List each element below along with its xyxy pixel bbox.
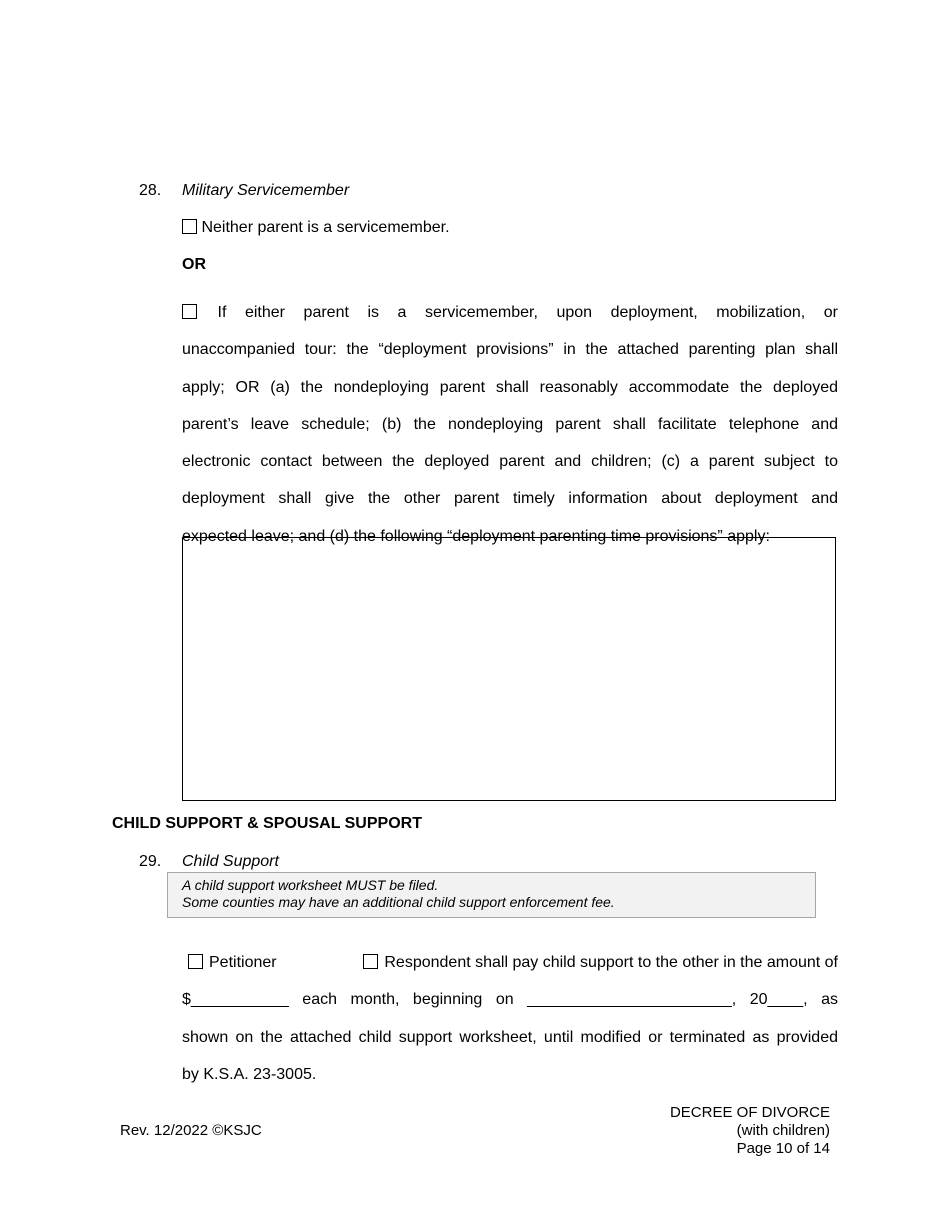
petitioner-option xyxy=(182,944,277,981)
child-support-line-1 xyxy=(182,944,838,981)
deployment-checkbox[interactable] xyxy=(182,304,197,319)
section-29-title: Child Support xyxy=(182,853,279,870)
document-footer xyxy=(670,1104,830,1158)
section-29-number: 29. xyxy=(139,853,162,870)
respondent-option xyxy=(363,944,838,981)
petitioner-label: Petitioner xyxy=(209,954,277,971)
document-title: DECREE OF DIVORCE xyxy=(669,1104,830,1121)
deployment-line-4: parent’s leave schedule; (b) the nondeploying parent shall facilitate telephone and xyxy=(182,415,838,433)
child-support-paragraph xyxy=(182,944,838,1093)
petitioner-checkbox[interactable] xyxy=(188,954,203,969)
child-support-line-3: shown on the attached child support worksheet, until modified or terminated as provided xyxy=(182,1028,838,1046)
deployment-line-2: unaccompanied tour: the “deployment provisions” in the attached parenting plan shall xyxy=(182,341,838,359)
section-28-number: 28. xyxy=(139,182,162,199)
worksheet-note-line-2: Some counties may have an additional child support enforcement fee. xyxy=(182,894,615,910)
neither-servicemember-label: Neither parent is a servicemember. xyxy=(201,219,450,236)
section-28-title: Military Servicemember xyxy=(182,182,350,199)
deployment-line-7: expected leave; and (d) the following “deployment parenting time provisions” apply: xyxy=(182,527,770,545)
deployment-line-6: deployment shall give the other parent timely information about deployment and xyxy=(182,490,838,508)
page-number: Page 10 of 14 xyxy=(736,1140,830,1157)
worksheet-note xyxy=(167,872,816,918)
document-subtitle: (with children) xyxy=(736,1122,830,1139)
respondent-checkbox[interactable] xyxy=(363,954,378,969)
revision-footer: Rev. 12/2022 ©KSJC xyxy=(120,1122,262,1139)
deployment-line-3: apply; OR (a) the nondeploying parent shall reasonably accommodate the deployed xyxy=(182,378,838,396)
child-support-line-4: by K.S.A. 23-3005. xyxy=(182,1065,317,1083)
deployment-line-1-text: If either parent is a servicemember, upon deployment, mobilization, or xyxy=(217,304,838,321)
neither-servicemember-option xyxy=(182,219,450,237)
respondent-line-text: Respondent shall pay child support to the other in the amount of xyxy=(384,954,838,971)
child-support-line-2: $___________ each month, beginning on _______________________, 20____, as xyxy=(182,991,838,1009)
deployment-line-5: electronic contact between the deployed parent and children; (c) a parent subject to xyxy=(182,453,838,471)
deployment-option xyxy=(182,294,838,555)
worksheet-note-line-1: A child support worksheet MUST be filed. xyxy=(182,877,439,893)
neither-servicemember-checkbox[interactable] xyxy=(182,219,197,234)
deployment-line-1 xyxy=(182,294,838,331)
or-label: OR xyxy=(182,256,206,273)
child-spousal-support-heading: CHILD SUPPORT & SPOUSAL SUPPORT xyxy=(112,815,422,832)
deployment-provisions-box[interactable] xyxy=(182,537,836,801)
